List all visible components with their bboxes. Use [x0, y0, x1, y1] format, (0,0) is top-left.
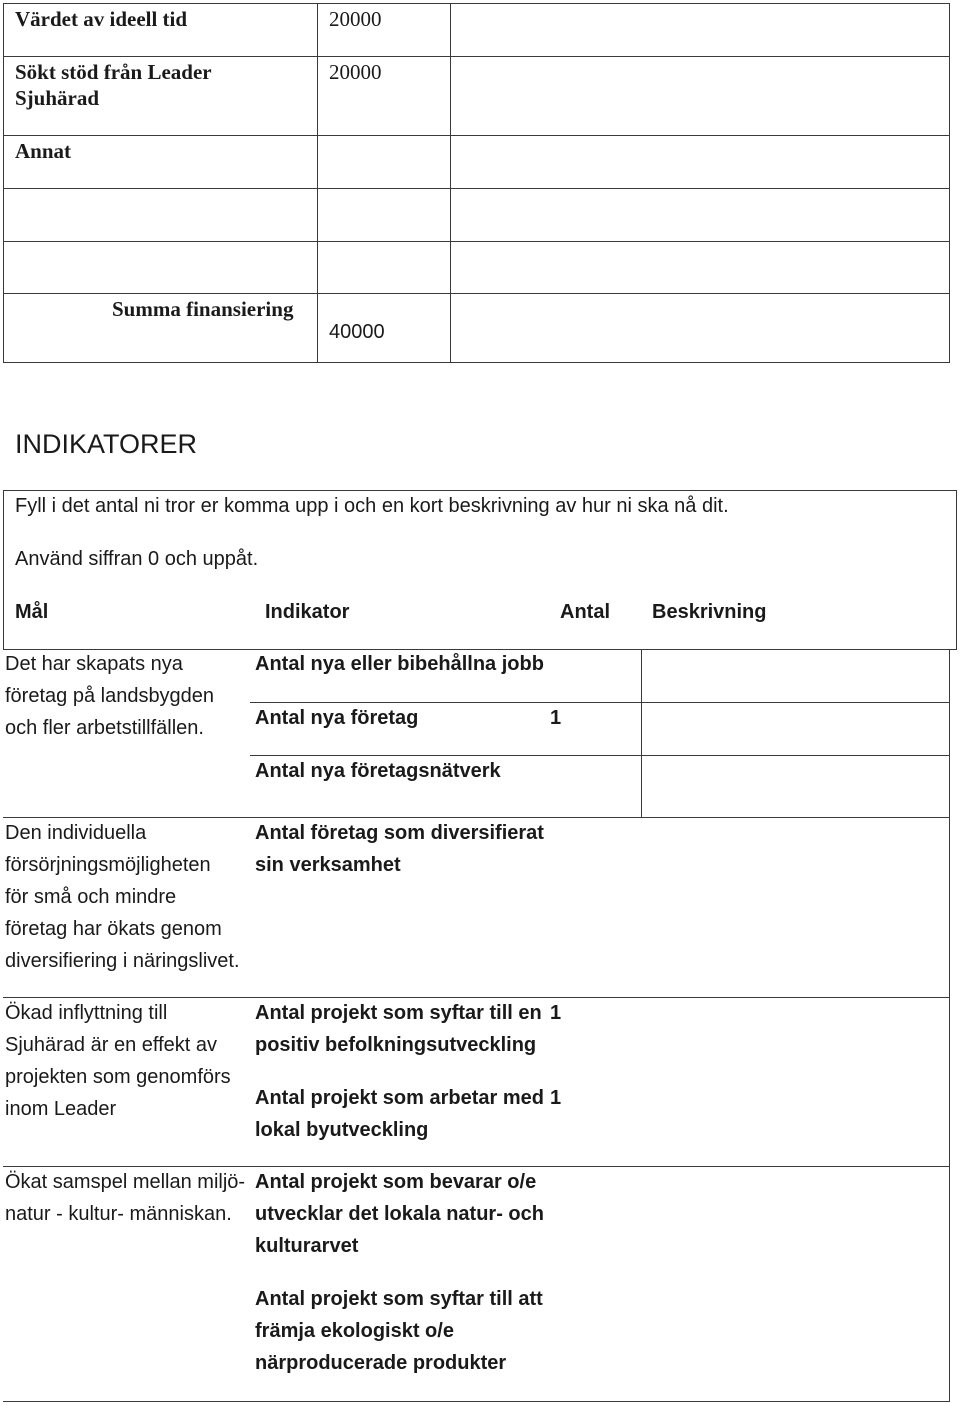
indicator-count[interactable]: 1 [550, 1087, 562, 1109]
column-header-count: Antal [560, 601, 610, 623]
goal-text: Det har skapats nya företag på landsbygden och fler arbetstillfällen. [5, 653, 215, 739]
goal-text: Den individuella försörjningsmöjligheten för små och mindre företag har ökats genom diversifiering i näringslivet. [5, 822, 240, 972]
column-header-goal: Mål [15, 601, 49, 623]
goal-text: Ökad inflyttning till Sjuhärad är en effekt av projekten som genomförs inom Leader [5, 1002, 231, 1120]
financing-row-value: 20000 [329, 7, 382, 31]
goal-text: Ökat samspel mellan miljö- natur - kultur- människan. [5, 1171, 246, 1225]
financing-row-label: Sökt stöd från Leader Sjuhärad [15, 60, 212, 110]
financing-row-value: 20000 [329, 60, 382, 84]
indicator-count[interactable]: 1 [550, 707, 562, 729]
indicators-instruction: Använd siffran 0 och uppåt. [15, 548, 259, 570]
indicator-text: Antal nya företag [255, 707, 419, 729]
indicator-text: Antal projekt som bevarar o/e utvecklar det lokala natur- och kulturarvet [255, 1171, 544, 1257]
financing-row-label: Annat [15, 139, 72, 163]
financing-total-label: Summa finansiering [112, 297, 294, 321]
column-header-description: Beskrivning [652, 601, 767, 623]
column-header-indicator: Indikator [265, 601, 350, 623]
indicators-heading: INDIKATORER [15, 429, 198, 459]
indicator-text: Antal företag som diversifierat sin verksamhet [255, 822, 544, 876]
indicator-text: Antal projekt som arbetar med lokal byutveckling [255, 1087, 544, 1141]
indicator-text: Antal projekt som syftar till att främja ekologiskt o/e närproducerade produkter [255, 1288, 543, 1374]
financing-row-label: Värdet av ideell tid [15, 7, 188, 31]
indicators-instruction: Fyll i det antal ni tror er komma upp i och en kort beskrivning av hur ni ska nå dit. [15, 495, 729, 517]
indicator-count[interactable]: 1 [550, 1002, 562, 1024]
indicator-text: Antal nya eller bibehållna jobb [255, 653, 544, 675]
indicator-text: Antal projekt som syftar till en positiv befolkningsutveckling [255, 1002, 542, 1056]
indicator-text: Antal nya företagsnätverk [255, 760, 501, 782]
financing-total-value: 40000 [329, 321, 385, 343]
